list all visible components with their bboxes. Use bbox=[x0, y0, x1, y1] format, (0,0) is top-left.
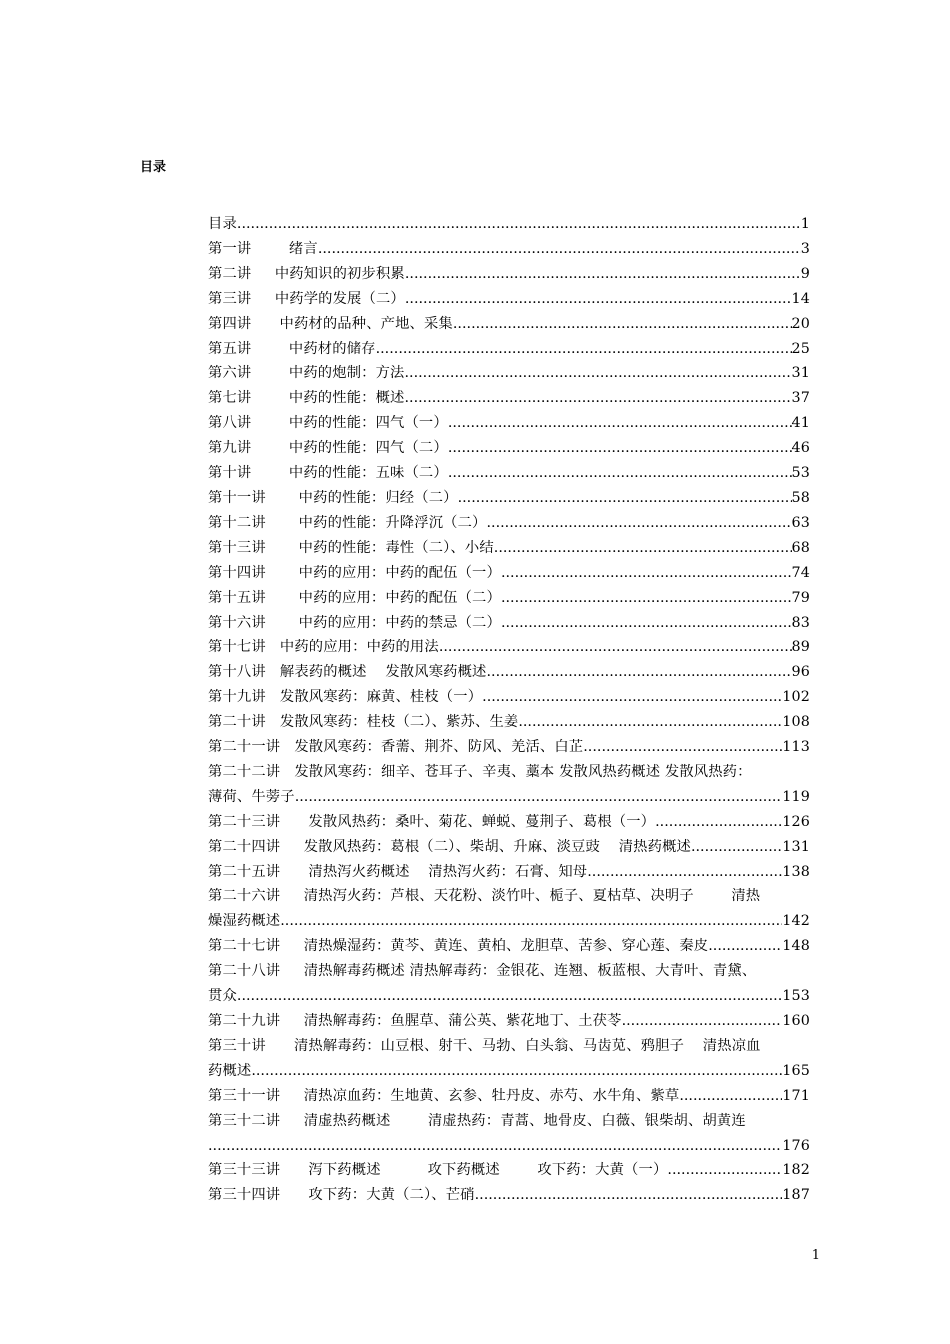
toc-page-number: 41 bbox=[791, 415, 810, 432]
toc-entry[interactable] bbox=[208, 561, 810, 586]
toc-page-number: 187 bbox=[782, 1187, 810, 1204]
toc-page-number: 63 bbox=[791, 514, 810, 531]
toc-spacer bbox=[280, 735, 294, 760]
toc-lecture-number: 第四讲 bbox=[208, 315, 252, 332]
toc-dot-leader bbox=[501, 561, 792, 586]
toc-dot-leader bbox=[494, 536, 792, 561]
toc-page-number: 9 bbox=[800, 265, 810, 282]
toc-lecture-number: 第三讲 bbox=[208, 290, 252, 307]
toc-title: 发散风寒药：桂枝（二）、紫苏、生姜 bbox=[279, 714, 519, 731]
toc-lecture-number: 第八讲 bbox=[208, 415, 252, 432]
toc-page-number: 131 bbox=[782, 838, 810, 855]
toc-title: 中药材的品种、产地、采集 bbox=[279, 315, 453, 332]
toc-entry[interactable] bbox=[208, 386, 810, 411]
toc-dot-leader bbox=[448, 461, 792, 486]
toc-entry[interactable] bbox=[208, 212, 810, 237]
toc-lecture-number: 第二十三讲 bbox=[208, 813, 281, 830]
toc-title: 中药材的储存 bbox=[288, 340, 376, 357]
toc-entry[interactable] bbox=[208, 1009, 810, 1034]
toc-page-number: 37 bbox=[791, 390, 810, 407]
toc-lecture-number: 第九讲 bbox=[208, 440, 252, 457]
toc-spacer bbox=[280, 934, 303, 959]
toc-entry[interactable] bbox=[208, 1158, 810, 1183]
toc-title: 清热燥湿药：黄芩、黄连、黄柏、龙胆草、苦参、穿心莲、秦皮 bbox=[303, 938, 709, 955]
toc-page-number: 148 bbox=[782, 938, 810, 955]
toc-lecture-number: 第十七讲 bbox=[208, 639, 266, 656]
toc-lecture-number: 第十二讲 bbox=[208, 514, 266, 531]
toc-dot-leader bbox=[405, 262, 801, 287]
toc-entry[interactable] bbox=[208, 934, 810, 959]
toc-lecture-number: 第一讲 bbox=[208, 240, 252, 257]
toc-lecture-number: 第二十八讲 bbox=[208, 963, 281, 980]
toc-spacer bbox=[280, 1009, 303, 1034]
toc-entry[interactable] bbox=[208, 262, 810, 287]
toc-dot-leader bbox=[708, 934, 782, 959]
toc-entry[interactable] bbox=[208, 1109, 810, 1159]
toc-lecture-number: 第三十一讲 bbox=[208, 1087, 281, 1104]
toc-lecture-number: 第三十三讲 bbox=[208, 1162, 281, 1179]
toc-title: 清热解毒药：山豆根、射干、马勃、白头翁、马齿苋、鸦胆子 清热凉血 bbox=[293, 1037, 761, 1054]
toc-entry[interactable] bbox=[208, 436, 810, 461]
toc-dot-leader bbox=[691, 835, 782, 860]
toc-lecture-number: 第二十二讲 bbox=[208, 763, 281, 780]
toc-dot-leader bbox=[318, 237, 801, 262]
toc-dot-leader bbox=[439, 635, 792, 660]
toc-spacer bbox=[266, 685, 280, 710]
toc-spacer bbox=[266, 561, 299, 586]
toc-lecture-number: 第十讲 bbox=[208, 465, 252, 482]
toc-lecture-number: 第十九讲 bbox=[208, 689, 266, 706]
toc-title: 清虚热药概述 清虚热药：青蒿、地骨皮、白薇、银柴胡、胡黄连 bbox=[303, 1112, 746, 1129]
toc-spacer bbox=[266, 1034, 294, 1059]
toc-dot-leader bbox=[404, 386, 791, 411]
toc-dot-leader bbox=[655, 810, 782, 835]
toc-page-number: 182 bbox=[782, 1162, 810, 1179]
toc-dot-leader bbox=[458, 486, 792, 511]
toc-spacer bbox=[266, 586, 299, 611]
toc-title: 中药的性能：归经（二） bbox=[298, 489, 458, 506]
toc-title: 发散风寒药：麻黄、桂枝（一） bbox=[279, 689, 483, 706]
toc-entry[interactable] bbox=[208, 635, 810, 660]
toc-spacer bbox=[251, 237, 289, 262]
toc-dot-leader bbox=[587, 860, 782, 885]
toc-dot-leader bbox=[518, 710, 782, 735]
toc-spacer bbox=[266, 710, 280, 735]
toc-spacer bbox=[280, 1183, 308, 1208]
toc-page-number: 142 bbox=[782, 913, 810, 930]
toc-entry[interactable] bbox=[208, 361, 810, 386]
toc-dot-leader bbox=[486, 511, 791, 536]
toc-spacer bbox=[251, 436, 289, 461]
toc-spacer bbox=[251, 386, 289, 411]
toc-entry[interactable] bbox=[208, 710, 810, 735]
toc-spacer bbox=[251, 287, 274, 312]
toc-spacer bbox=[280, 1158, 308, 1183]
toc-lecture-number: 第十五讲 bbox=[208, 589, 266, 606]
toc-page-number: 165 bbox=[782, 1062, 810, 1079]
toc-dot-leader bbox=[453, 312, 792, 337]
toc-lecture-number: 第二十六讲 bbox=[208, 888, 281, 905]
toc-title: 中药的性能：升降浮沉（二） bbox=[298, 514, 487, 531]
toc-entry[interactable] bbox=[208, 287, 810, 312]
toc-entry[interactable] bbox=[208, 959, 810, 1009]
toc-title: 发散风热药：葛根（二）、柴胡、升麻、淡豆豉 清热药概述 bbox=[303, 838, 691, 855]
toc-lecture-number: 第二十讲 bbox=[208, 714, 266, 731]
toc-dot-leader bbox=[376, 337, 792, 362]
toc-title: 中药的应用：中药的禁忌（二） bbox=[298, 614, 501, 631]
toc-title: 中药的应用：中药的配伍（一） bbox=[298, 564, 501, 581]
toc-lecture-number: 第二十九讲 bbox=[208, 1013, 281, 1029]
toc-entry[interactable] bbox=[208, 1183, 810, 1208]
toc-page-number: 46 bbox=[791, 440, 810, 457]
toc-dot-leader bbox=[482, 685, 782, 710]
toc-dot-leader bbox=[679, 1084, 782, 1109]
toc-entry[interactable] bbox=[208, 1034, 810, 1084]
toc-lecture-number: 第二讲 bbox=[208, 265, 252, 282]
toc-title: 中药的性能：毒性（二）、小结 bbox=[298, 539, 494, 556]
toc-dot-leader bbox=[295, 785, 783, 810]
toc-page-number: 68 bbox=[791, 539, 810, 556]
toc-spacer bbox=[251, 337, 289, 362]
toc-title: 解表药的概述 发散风寒药概述 bbox=[279, 664, 487, 681]
toc-title: 清热解毒药概述 清热解毒药：金银花、连翘、板蓝根、大青叶、青黛、 bbox=[303, 963, 757, 980]
toc-entry[interactable] bbox=[208, 511, 810, 536]
toc-lecture-number: 第二十五讲 bbox=[208, 863, 281, 880]
toc-lecture-number: 第二十七讲 bbox=[208, 938, 281, 955]
toc-spacer bbox=[251, 312, 279, 337]
toc-title: 中药的应用：中药的配伍（二） bbox=[298, 589, 501, 606]
toc-dot-leader bbox=[583, 735, 782, 760]
toc-title: 攻下药：大黄（二）、芒硝 bbox=[308, 1187, 475, 1204]
toc-page-number: 102 bbox=[782, 689, 810, 706]
toc-spacer bbox=[280, 760, 294, 785]
toc-page-number: 126 bbox=[782, 813, 810, 830]
toc-dot-leader bbox=[251, 1059, 782, 1084]
toc-lecture-number: 第五讲 bbox=[208, 340, 252, 357]
toc-page-number: 3 bbox=[800, 240, 810, 257]
toc-entry[interactable] bbox=[208, 486, 810, 511]
toc-entry[interactable] bbox=[208, 760, 810, 810]
toc-title-continuation: 薄荷、牛蒡子 bbox=[208, 788, 295, 805]
toc-dot-leader bbox=[208, 1134, 782, 1159]
toc-page-number: 119 bbox=[782, 788, 810, 805]
toc-spacer bbox=[251, 461, 289, 486]
toc-title: 中药的应用：中药的用法 bbox=[279, 639, 439, 656]
toc-dot-leader bbox=[622, 1009, 783, 1034]
toc-title: 中药的性能：概述 bbox=[288, 390, 405, 407]
toc-page-number: 79 bbox=[791, 589, 810, 606]
toc-spacer bbox=[266, 611, 299, 636]
toc-spacer bbox=[280, 1084, 303, 1109]
toc-entry[interactable] bbox=[208, 735, 810, 760]
toc-title: 发散风寒药：细辛、苍耳子、辛夷、藁本 发散风热药概述 发散风热药： bbox=[294, 763, 752, 780]
toc-page-number: 20 bbox=[791, 315, 810, 332]
toc-entry[interactable] bbox=[208, 685, 810, 710]
toc-entry[interactable] bbox=[208, 810, 810, 835]
toc-dot-leader bbox=[448, 411, 792, 436]
toc-dot-leader bbox=[486, 660, 791, 685]
toc-title: 清热解毒药：鱼腥草、蒲公英、紫花地丁、土茯苓 bbox=[303, 1013, 622, 1029]
toc-title: 中药的炮制：方法 bbox=[288, 365, 405, 382]
toc-page-number: 1 bbox=[800, 216, 810, 232]
toc-title: 中药知识的初步积累 bbox=[274, 265, 405, 282]
toc-spacer bbox=[266, 511, 299, 536]
toc-title: 发散风寒药：香薷、荆芥、防风、羌活、白芷 bbox=[294, 739, 584, 756]
toc-page-number: 14 bbox=[791, 290, 810, 307]
toc-page-number: 176 bbox=[782, 1137, 810, 1154]
toc-title-continuation: 药概述 bbox=[208, 1062, 252, 1079]
toc-entry[interactable] bbox=[208, 237, 810, 262]
toc-page-number: 74 bbox=[791, 564, 810, 581]
toc-dot-leader bbox=[448, 436, 792, 461]
toc-page-number: 96 bbox=[791, 664, 810, 681]
toc-spacer bbox=[280, 1109, 303, 1134]
toc-page-number: 138 bbox=[782, 863, 810, 880]
toc-entry[interactable] bbox=[208, 835, 810, 860]
toc-lecture-number: 第七讲 bbox=[208, 390, 252, 407]
toc-title: 清热泻火药：芦根、天花粉、淡竹叶、栀子、夏枯草、决明子 清热 bbox=[303, 888, 761, 905]
toc-dot-leader bbox=[237, 984, 782, 1009]
toc-lecture-number: 第三十二讲 bbox=[208, 1112, 281, 1129]
toc-page-number: 113 bbox=[782, 739, 810, 756]
toc-dot-leader bbox=[237, 212, 801, 237]
toc-title: 中药的性能：五味（二） bbox=[288, 465, 448, 482]
toc-page-number: 58 bbox=[791, 489, 810, 506]
toc-page-number: 89 bbox=[791, 639, 810, 656]
toc-entry[interactable] bbox=[208, 884, 810, 934]
toc-lecture-number: 第十八讲 bbox=[208, 664, 266, 681]
toc-entry[interactable] bbox=[208, 611, 810, 636]
toc-lecture-number: 第十四讲 bbox=[208, 564, 266, 581]
toc-page-number: 31 bbox=[791, 365, 810, 382]
toc-lecture-number: 第三十四讲 bbox=[208, 1187, 281, 1204]
toc-page-number: 153 bbox=[782, 988, 810, 1005]
page-heading: 目录 bbox=[140, 160, 167, 175]
toc-entry[interactable] bbox=[208, 461, 810, 486]
toc-title: 发散风热药：桑叶、菊花、蝉蜕、蔓荆子、葛根（一） bbox=[308, 813, 656, 830]
toc-spacer bbox=[280, 884, 303, 909]
toc-entry[interactable] bbox=[208, 660, 810, 685]
toc-entry[interactable] bbox=[208, 337, 810, 362]
toc-lecture-number: 第十三讲 bbox=[208, 539, 266, 556]
toc-title: 清热泻火药概述 清热泻火药：石膏、知母 bbox=[308, 863, 588, 880]
toc-lecture-number: 第二十一讲 bbox=[208, 739, 281, 756]
toc-dot-leader bbox=[404, 361, 791, 386]
toc-title-continuation: 贯众 bbox=[208, 988, 237, 1005]
toc-dot-leader bbox=[501, 586, 792, 611]
toc-page-number: 83 bbox=[791, 614, 810, 631]
toc-lecture-number: 第十六讲 bbox=[208, 614, 266, 631]
toc-page-number: 53 bbox=[791, 465, 810, 482]
toc-lecture-number: 第二十四讲 bbox=[208, 838, 281, 855]
toc-dot-leader bbox=[501, 611, 792, 636]
toc-title: 中药的性能：四气（二） bbox=[288, 440, 448, 457]
toc-entry[interactable] bbox=[208, 312, 810, 337]
toc-title: 清热凉血药：生地黄、玄参、牡丹皮、赤芍、水牛角、紫草 bbox=[303, 1087, 680, 1104]
toc-spacer bbox=[266, 635, 280, 660]
toc-spacer bbox=[251, 361, 289, 386]
toc-spacer bbox=[280, 810, 308, 835]
toc-lecture-number: 第三十讲 bbox=[208, 1037, 266, 1054]
toc-dot-leader bbox=[405, 287, 792, 312]
toc-dot-leader bbox=[475, 1183, 783, 1208]
toc-title-continuation: 燥湿药概述 bbox=[208, 913, 281, 930]
toc-dot-leader bbox=[667, 1158, 782, 1183]
toc-spacer bbox=[280, 860, 308, 885]
toc-spacer bbox=[266, 660, 280, 685]
toc-page-number: 171 bbox=[782, 1087, 810, 1104]
toc-entry[interactable] bbox=[208, 536, 810, 561]
toc-page-number: 108 bbox=[782, 714, 810, 731]
toc-spacer bbox=[266, 486, 299, 511]
toc-page-number: 160 bbox=[782, 1013, 810, 1029]
toc-dot-leader bbox=[280, 909, 782, 934]
toc-spacer bbox=[251, 411, 289, 436]
toc-entry[interactable] bbox=[208, 411, 810, 436]
toc-lecture-number: 目录 bbox=[208, 216, 237, 232]
toc-entry[interactable] bbox=[208, 586, 810, 611]
table-of-contents bbox=[208, 212, 810, 1208]
toc-spacer bbox=[251, 262, 274, 287]
toc-title: 中药的性能：四气（一） bbox=[288, 415, 448, 432]
toc-title: 泻下药概述 攻下药概述 攻下药：大黄（一） bbox=[308, 1162, 668, 1179]
toc-title: 绪言 bbox=[288, 240, 318, 257]
toc-spacer bbox=[280, 835, 303, 860]
toc-entry[interactable] bbox=[208, 860, 810, 885]
toc-title: 中药学的发展（二） bbox=[274, 290, 405, 307]
toc-page-number: 25 bbox=[791, 340, 810, 357]
toc-lecture-number: 第六讲 bbox=[208, 365, 252, 382]
toc-spacer bbox=[280, 959, 303, 984]
toc-entry[interactable] bbox=[208, 1084, 810, 1109]
toc-lecture-number: 第十一讲 bbox=[208, 489, 266, 506]
toc-spacer bbox=[266, 536, 299, 561]
page-number: 1 bbox=[811, 1248, 820, 1263]
